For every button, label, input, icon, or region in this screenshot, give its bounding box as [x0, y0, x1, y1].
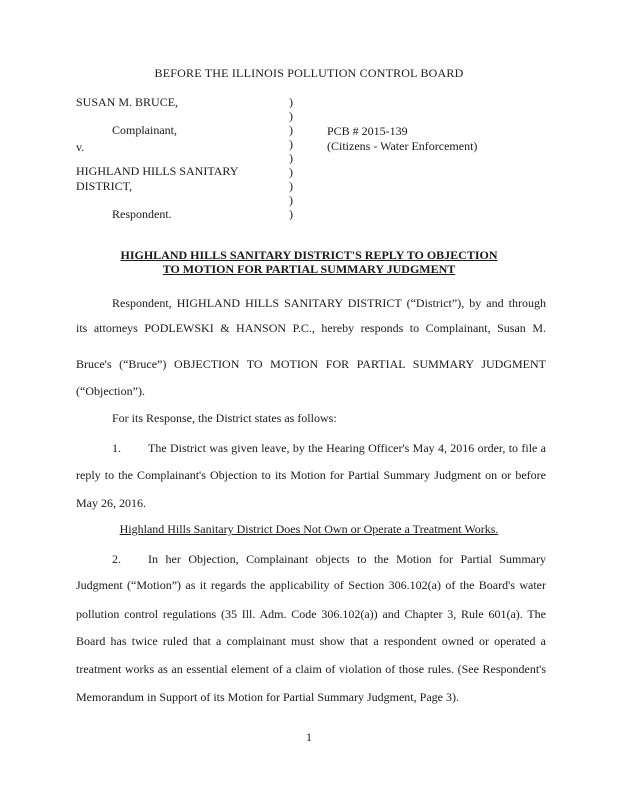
caption-paren: ): [289, 137, 293, 151]
para1-number: 1.: [112, 441, 121, 455]
case-type: (Citizens - Water Enforcement): [327, 139, 478, 153]
para1-line: reply to the Complainant's Objection to its Motion for Partial Summary Judgment on or before: [76, 468, 546, 482]
document-heading-line2: TO MOTION FOR PARTIAL SUMMARY JUDGMENT: [162, 262, 456, 276]
caption-paren: ): [289, 165, 293, 179]
caption-paren: ): [289, 193, 293, 207]
caption-paren: ): [289, 123, 293, 137]
section-subheading: Highland Hills Sanitary District Does Not Own or Operate a Treatment Works.: [119, 522, 499, 536]
para2-line: In her Objection, Complainant objects to the Motion for Partial Summary: [148, 552, 546, 566]
complainant-role: Complainant,: [112, 123, 177, 137]
court-title: BEFORE THE ILLINOIS POLLUTION CONTROL BOARD: [154, 66, 464, 80]
intro-line: its attorneys PODLEWSKI & HANSON P.C., hereby responds to Complainant, Susan M.: [76, 321, 546, 335]
para2-line: Judgment (“Motion”) as it regards the applicability of Section 306.102(a) of the Board's water: [76, 578, 546, 592]
respondent-role: Respondent.: [112, 207, 172, 221]
para2-line: treatment works as an essential element of a claim of violation of those rules. (See Respondent's: [76, 662, 546, 676]
para2-number: 2.: [112, 552, 121, 566]
respondent-name-line2: DISTRICT,: [76, 179, 133, 193]
case-number: PCB # 2015-139: [327, 124, 408, 138]
para1-line: May 26, 2016.: [76, 496, 146, 510]
para2-line: pollution control regulations (35 Ill. Adm. Code 306.102(a)) and Chapter 3, Rule 601(a). The: [76, 607, 546, 621]
para2-line: Board has twice ruled that a complainant must show that a respondent owned or operated a: [76, 634, 546, 648]
caption-paren: ): [289, 109, 293, 123]
intro-line: Bruce's (“Bruce”) OBJECTION TO MOTION FOR PARTIAL SUMMARY JUDGMENT: [76, 357, 546, 371]
intro-line: (“Objection”).: [76, 384, 145, 398]
caption-paren: ): [289, 179, 293, 193]
caption-paren: ): [289, 207, 293, 221]
document-heading-line1: HIGHLAND HILLS SANITARY DISTRICT'S REPLY TO OBJECTION: [120, 248, 498, 262]
para1-line: The District was given leave, by the Hearing Officer's May 4, 2016 order, to file a: [148, 441, 546, 455]
page-number: 1: [306, 730, 312, 744]
caption-paren: ): [289, 151, 293, 165]
caption-paren: ): [289, 95, 293, 109]
versus: v.: [76, 140, 85, 154]
complainant-name: SUSAN M. BRUCE,: [76, 95, 179, 109]
para2-line: Memorandum in Support of its Motion for Partial Summary Judgment, Page 3).: [76, 690, 459, 704]
intro-line: Respondent, HIGHLAND HILLS SANITARY DISTRICT (“District”), by and through: [112, 296, 546, 310]
response-intro: For its Response, the District states as follows:: [112, 411, 337, 425]
respondent-name-line1: HIGHLAND HILLS SANITARY: [76, 164, 239, 178]
